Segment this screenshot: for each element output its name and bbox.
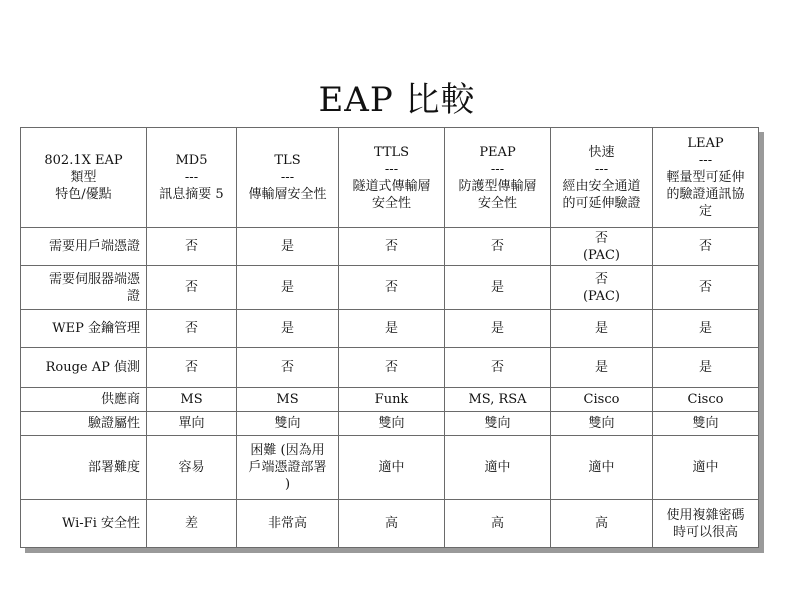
eap-comparison-table: [20, 127, 759, 548]
table-cell: Cisco: [551, 388, 653, 412]
table-cell: 否: [445, 228, 551, 266]
row-label: Wi-Fi 安全性: [21, 500, 147, 548]
table-cell: 是: [237, 266, 339, 310]
header-md5: MD5 --- 訊息摘要 5: [147, 128, 237, 228]
table-cell: 否: [653, 266, 759, 310]
table-cell: 容易: [147, 436, 237, 500]
table-row: [21, 266, 759, 310]
slide-title: EAP 比較: [318, 80, 476, 120]
row-label: WEP 金鑰管理: [21, 310, 147, 348]
table-cell: Funk: [339, 388, 445, 412]
table-cell: 否: [445, 348, 551, 388]
table-header-row: [21, 128, 759, 228]
table-cell: MS: [147, 388, 237, 412]
table-cell: 否: [339, 266, 445, 310]
table-cell: 雙向: [653, 412, 759, 436]
table-cell: 否: [147, 348, 237, 388]
table-cell: 是: [237, 228, 339, 266]
table-cell: 否: [653, 228, 759, 266]
row-label: 需要用戶端憑證: [21, 228, 147, 266]
table-cell: 否: [339, 348, 445, 388]
table-cell: 適中: [653, 436, 759, 500]
table-cell: 否: [147, 228, 237, 266]
table-cell: 否 (PAC): [551, 228, 653, 266]
table-cell: Cisco: [653, 388, 759, 412]
table-cell: 是: [339, 310, 445, 348]
table-cell: 否: [147, 310, 237, 348]
header-tls: TLS --- 傳輸層安全性: [237, 128, 339, 228]
table-cell: 是: [653, 348, 759, 388]
table-row: [21, 388, 759, 412]
table-cell: 否: [237, 348, 339, 388]
row-label: 需要伺服器端憑 證: [21, 266, 147, 310]
table-cell: 否 (PAC): [551, 266, 653, 310]
table-row: [21, 412, 759, 436]
header-ttls: TTLS --- 隧道式傳輸層 安全性: [339, 128, 445, 228]
table-cell: 使用複雜密碼 時可以很高: [653, 500, 759, 548]
header-leap: LEAP --- 輕量型可延伸 的驗證通訊協 定: [653, 128, 759, 228]
table-cell: 否: [339, 228, 445, 266]
table-cell: 適中: [339, 436, 445, 500]
table-cell: 雙向: [339, 412, 445, 436]
table-cell: 高: [445, 500, 551, 548]
table-cell: MS: [237, 388, 339, 412]
table-cell: 適中: [551, 436, 653, 500]
table-cell: 適中: [445, 436, 551, 500]
row-label: 驗證屬性: [21, 412, 147, 436]
table-cell: 雙向: [551, 412, 653, 436]
table-cell: 困難 (因為用 戶端憑證部署 ): [237, 436, 339, 500]
table-row: [21, 348, 759, 388]
table-cell: 是: [445, 266, 551, 310]
table-cell: MS, RSA: [445, 388, 551, 412]
table-cell: 高: [339, 500, 445, 548]
table-cell: 雙向: [237, 412, 339, 436]
table-cell: 雙向: [445, 412, 551, 436]
header-peap: PEAP --- 防護型傳輸層 安全性: [445, 128, 551, 228]
table-cell: 是: [551, 310, 653, 348]
table-cell: 是: [653, 310, 759, 348]
table-row: [21, 310, 759, 348]
table-row: [21, 436, 759, 500]
table-cell: 單向: [147, 412, 237, 436]
table-cell: 是: [551, 348, 653, 388]
row-label: 部署難度: [21, 436, 147, 500]
table-row: [21, 228, 759, 266]
table-cell: 高: [551, 500, 653, 548]
table-cell: 否: [147, 266, 237, 310]
table-cell: 是: [445, 310, 551, 348]
row-label: Rouge AP 偵測: [21, 348, 147, 388]
header-fast: 快速 --- 經由安全通道 的可延伸驗證: [551, 128, 653, 228]
table-cell: 是: [237, 310, 339, 348]
table-row: [21, 500, 759, 548]
table-cell: 非常高: [237, 500, 339, 548]
table-cell: 差: [147, 500, 237, 548]
header-corner-cell: 802.1X EAP 類型 特色/優點: [21, 128, 147, 228]
row-label: 供應商: [21, 388, 147, 412]
